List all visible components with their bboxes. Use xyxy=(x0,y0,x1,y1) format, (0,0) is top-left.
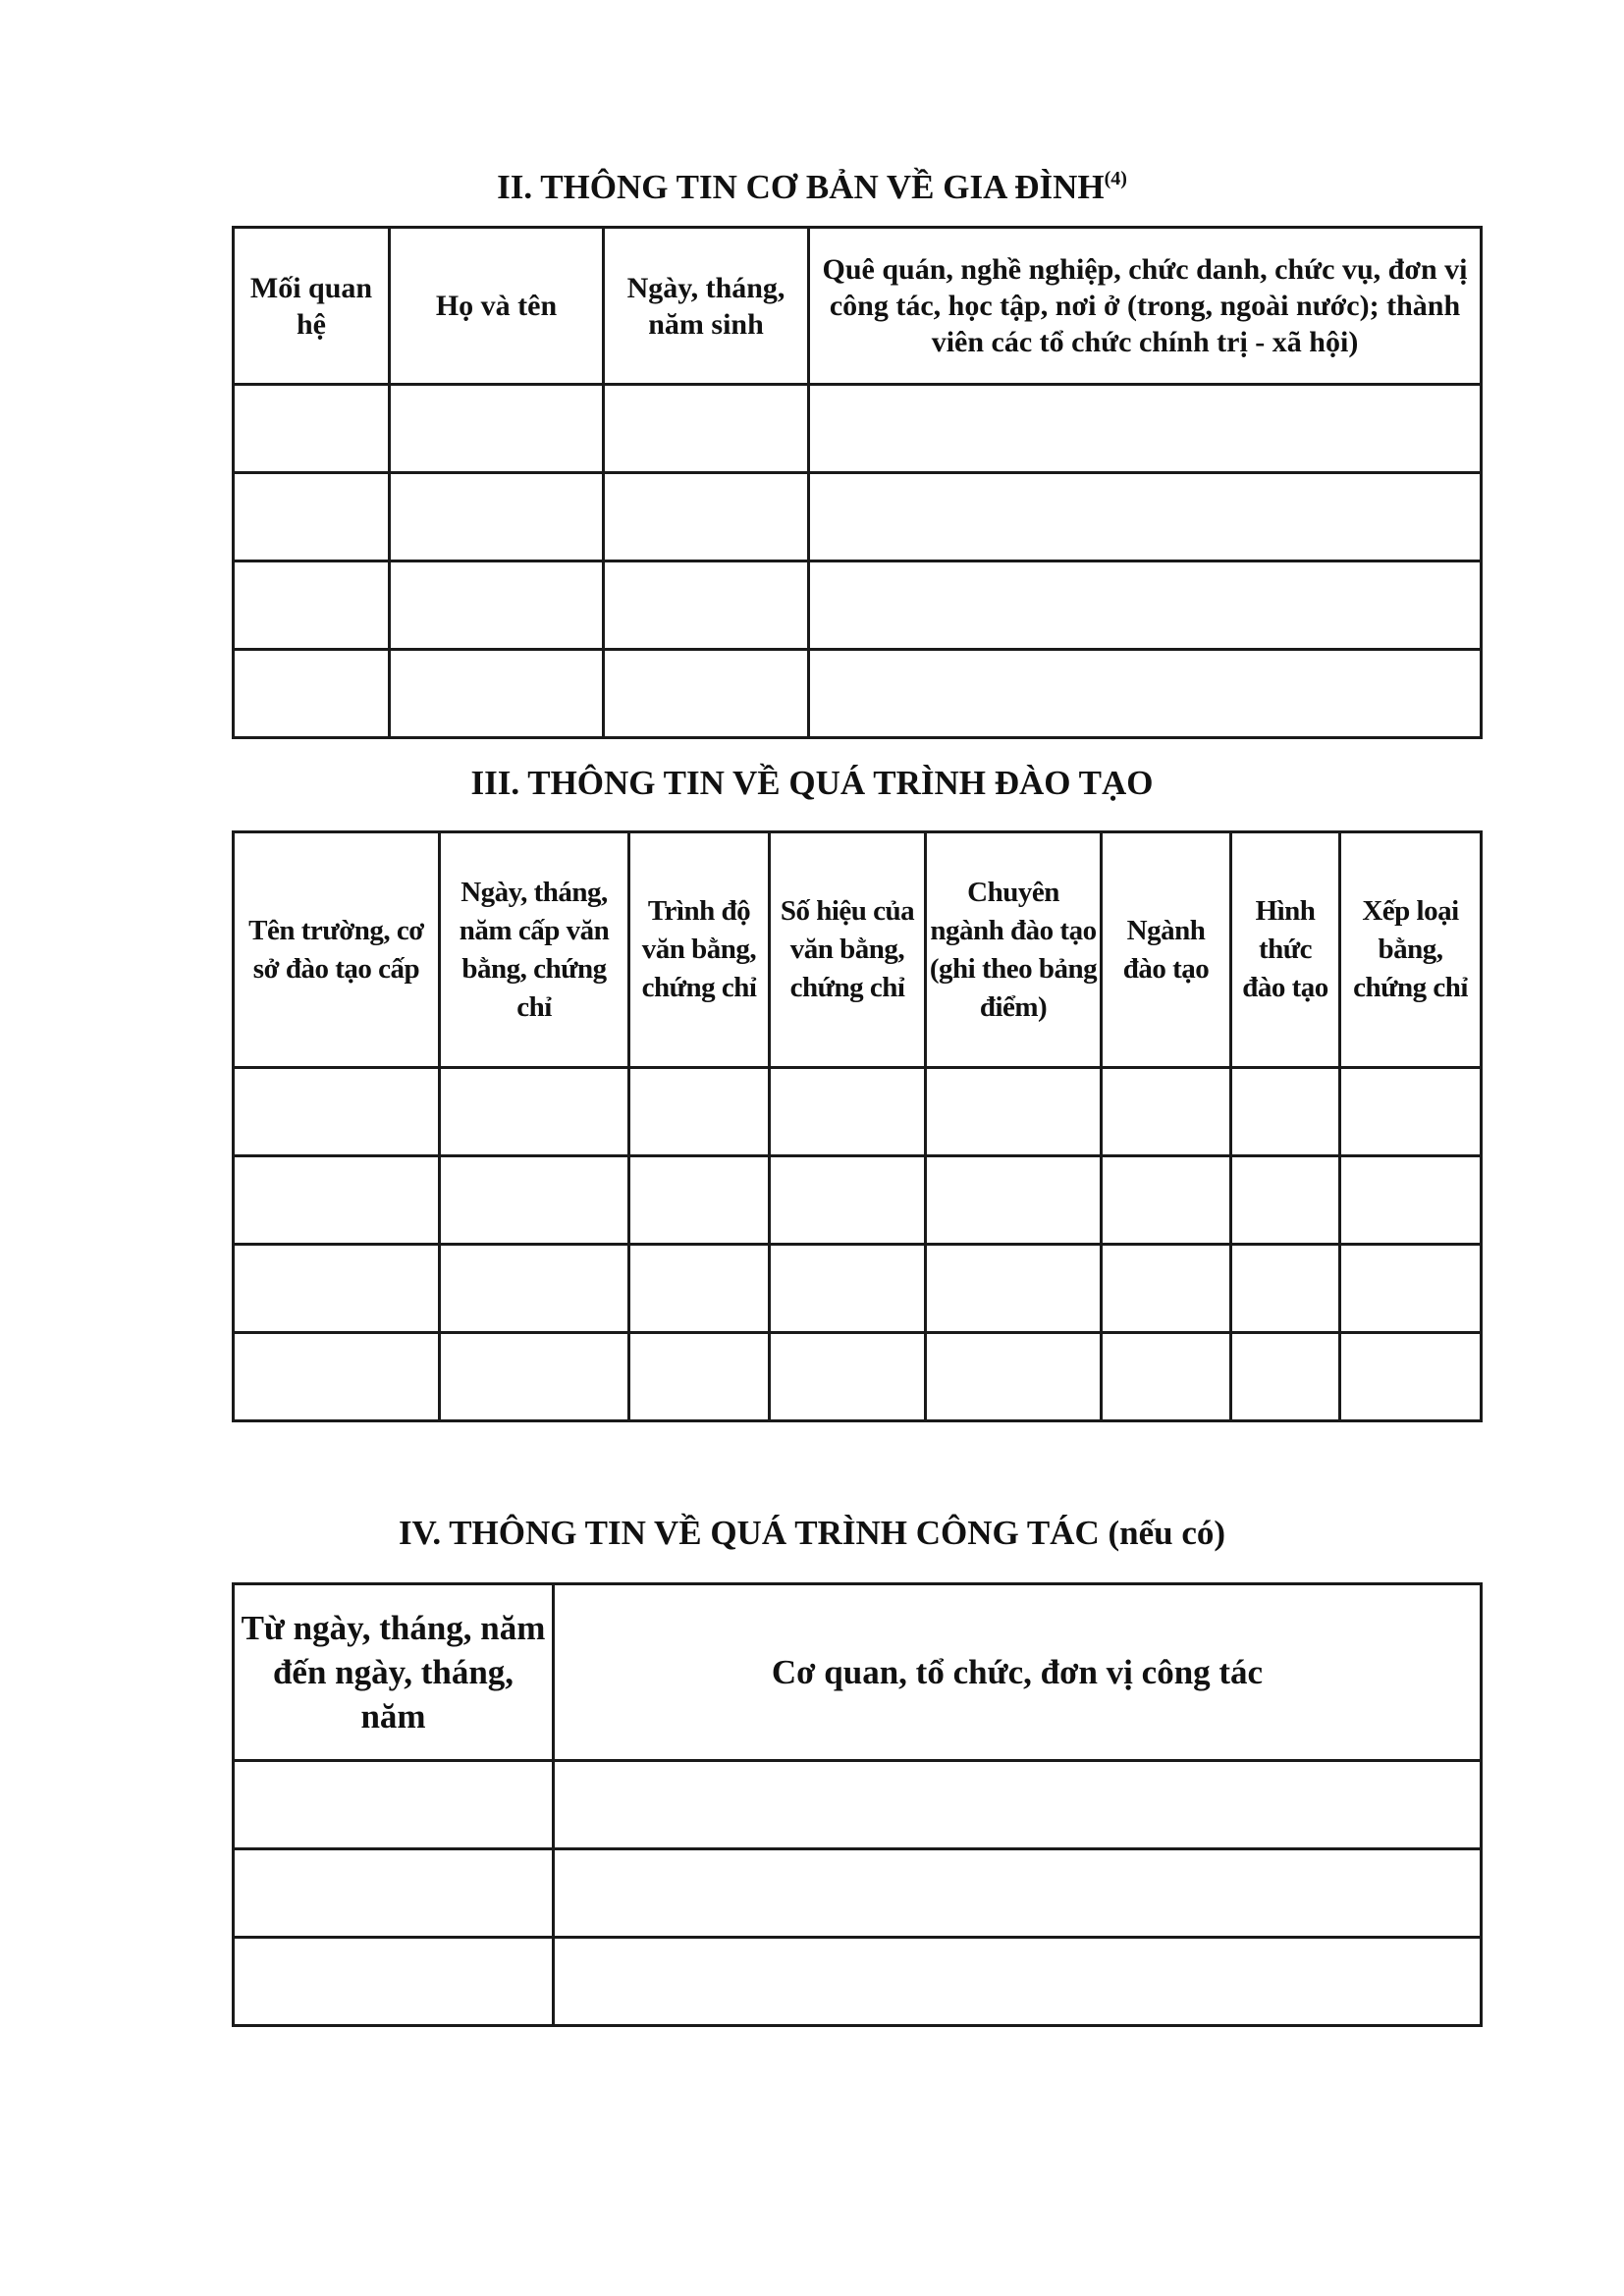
header-specialization: Chuyên ngành đào tạo (ghi theo bảng điểm) xyxy=(926,832,1102,1068)
header-degree-level: Trình độ văn bằng, chứng chỉ xyxy=(629,832,770,1068)
table-row xyxy=(234,473,1482,561)
full-name-cell[interactable] xyxy=(390,650,604,738)
degree-level-cell[interactable] xyxy=(629,1333,770,1421)
full-name-cell[interactable] xyxy=(390,473,604,561)
institution-cell[interactable] xyxy=(234,1333,440,1421)
relationship-cell[interactable] xyxy=(234,561,390,650)
header-organization: Cơ quan, tổ chức, đơn vị công tác xyxy=(554,1584,1482,1761)
work-table xyxy=(232,1582,1483,2027)
header-issue-date: Ngày, tháng, năm cấp văn bằng, chứng chỉ xyxy=(440,832,629,1068)
header-relationship: Mối quan hệ xyxy=(234,228,390,385)
degree-level-cell[interactable] xyxy=(629,1068,770,1156)
family-title-footnote: (4) xyxy=(1104,168,1127,189)
field-cell[interactable] xyxy=(1102,1068,1231,1156)
issue-date-cell[interactable] xyxy=(440,1068,629,1156)
full-name-cell[interactable] xyxy=(390,385,604,473)
work-header-row xyxy=(234,1584,1482,1761)
certificate-number-cell[interactable] xyxy=(770,1333,926,1421)
header-full-name: Họ và tên xyxy=(390,228,604,385)
header-grade: Xếp loại bằng, chứng chỉ xyxy=(1340,832,1482,1068)
certificate-number-cell[interactable] xyxy=(770,1245,926,1333)
training-section-title: III. THÔNG TIN VỀ QUÁ TRÌNH ĐÀO TẠO xyxy=(470,764,1154,802)
issue-date-cell[interactable] xyxy=(440,1245,629,1333)
institution-cell[interactable] xyxy=(234,1156,440,1245)
birth-date-cell[interactable] xyxy=(604,650,809,738)
relationship-cell[interactable] xyxy=(234,385,390,473)
grade-cell[interactable] xyxy=(1340,1068,1482,1156)
table-row xyxy=(234,1761,1482,1849)
details-cell[interactable] xyxy=(809,473,1482,561)
specialization-cell[interactable] xyxy=(926,1333,1102,1421)
issue-date-cell[interactable] xyxy=(440,1333,629,1421)
period-cell[interactable] xyxy=(234,1849,554,1938)
training-header-row xyxy=(234,832,1482,1068)
field-cell[interactable] xyxy=(1102,1333,1231,1421)
institution-cell[interactable] xyxy=(234,1245,440,1333)
header-certificate-number: Số hiệu của văn bằng, chứng chỉ xyxy=(770,832,926,1068)
table-row xyxy=(234,1245,1482,1333)
training-mode-cell[interactable] xyxy=(1231,1245,1340,1333)
header-period: Từ ngày, tháng, năm đến ngày, tháng, năm xyxy=(234,1584,554,1761)
period-cell[interactable] xyxy=(234,1761,554,1849)
degree-level-cell[interactable] xyxy=(629,1156,770,1245)
table-row xyxy=(234,561,1482,650)
birth-date-cell[interactable] xyxy=(604,561,809,650)
details-cell[interactable] xyxy=(809,385,1482,473)
grade-cell[interactable] xyxy=(1340,1156,1482,1245)
certificate-number-cell[interactable] xyxy=(770,1156,926,1245)
table-row xyxy=(234,1156,1482,1245)
field-cell[interactable] xyxy=(1102,1245,1231,1333)
organization-cell[interactable] xyxy=(554,1761,1482,1849)
work-section-title: IV. THÔNG TIN VỀ QUÁ TRÌNH CÔNG TÁC (nếu có) xyxy=(398,1514,1226,1552)
header-details: Quê quán, nghề nghiệp, chức danh, chức vụ, đơn vị công tác, học tập, nơi ở (trong, ngoài nước); thành viên các tổ chức chính trị - xã hội) xyxy=(809,228,1482,385)
certificate-number-cell[interactable] xyxy=(770,1068,926,1156)
grade-cell[interactable] xyxy=(1340,1333,1482,1421)
family-header-row xyxy=(234,228,1482,385)
full-name-cell[interactable] xyxy=(390,561,604,650)
relationship-cell[interactable] xyxy=(234,473,390,561)
organization-cell[interactable] xyxy=(554,1938,1482,2026)
header-training-mode: Hình thức đào tạo xyxy=(1231,832,1340,1068)
issue-date-cell[interactable] xyxy=(440,1156,629,1245)
table-row xyxy=(234,1849,1482,1938)
field-cell[interactable] xyxy=(1102,1156,1231,1245)
table-row xyxy=(234,1333,1482,1421)
family-table xyxy=(232,226,1483,739)
family-title-text: II. THÔNG TIN CƠ BẢN VỀ GIA ĐÌNH xyxy=(497,168,1105,206)
training-mode-cell[interactable] xyxy=(1231,1156,1340,1245)
header-field: Ngành đào tạo xyxy=(1102,832,1231,1068)
training-mode-cell[interactable] xyxy=(1231,1068,1340,1156)
header-institution: Tên trường, cơ sở đào tạo cấp xyxy=(234,832,440,1068)
details-cell[interactable] xyxy=(809,561,1482,650)
birth-date-cell[interactable] xyxy=(604,385,809,473)
specialization-cell[interactable] xyxy=(926,1156,1102,1245)
relationship-cell[interactable] xyxy=(234,650,390,738)
table-row xyxy=(234,1068,1482,1156)
table-row xyxy=(234,1938,1482,2026)
table-row xyxy=(234,650,1482,738)
institution-cell[interactable] xyxy=(234,1068,440,1156)
table-row xyxy=(234,385,1482,473)
period-cell[interactable] xyxy=(234,1938,554,2026)
training-table xyxy=(232,830,1483,1422)
grade-cell[interactable] xyxy=(1340,1245,1482,1333)
birth-date-cell[interactable] xyxy=(604,473,809,561)
degree-level-cell[interactable] xyxy=(629,1245,770,1333)
training-mode-cell[interactable] xyxy=(1231,1333,1340,1421)
organization-cell[interactable] xyxy=(554,1849,1482,1938)
details-cell[interactable] xyxy=(809,650,1482,738)
header-birth-date: Ngày, tháng, năm sinh xyxy=(604,228,809,385)
specialization-cell[interactable] xyxy=(926,1068,1102,1156)
family-section-title xyxy=(0,159,1624,207)
specialization-cell[interactable] xyxy=(926,1245,1102,1333)
